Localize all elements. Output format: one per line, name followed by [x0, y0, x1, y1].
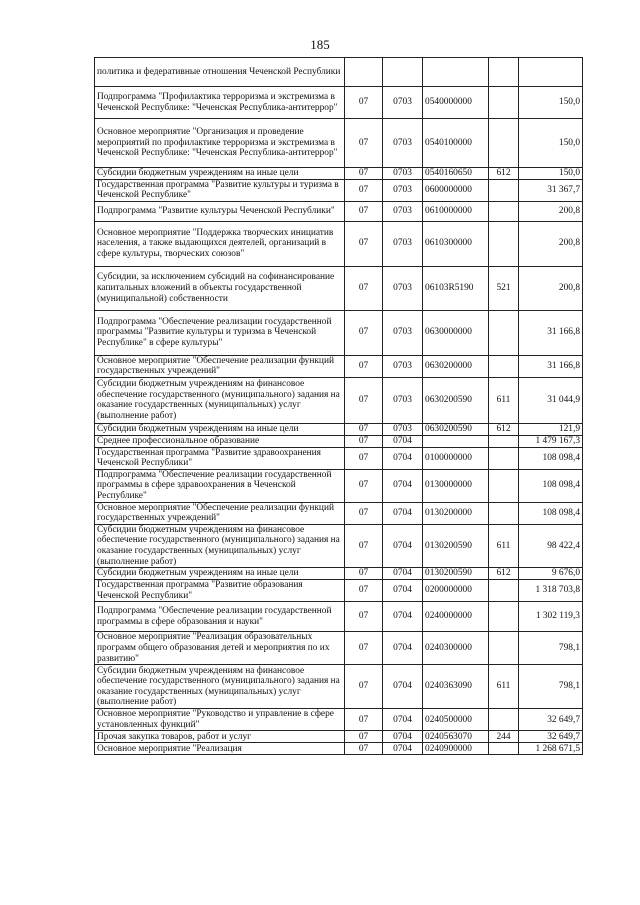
row-subsection-code: 0703 [383, 87, 423, 119]
row-expense-type [489, 119, 519, 168]
table-row [95, 168, 583, 180]
row-expense-type [489, 447, 519, 469]
table-row [95, 709, 583, 731]
row-amount: 108 098,4 [519, 447, 583, 469]
row-target-article [423, 58, 489, 87]
row-amount: 31 044,9 [519, 377, 583, 423]
row-target-article: 0630200590 [423, 377, 489, 423]
row-expense-type: 521 [489, 266, 519, 310]
row-section-code [345, 58, 383, 87]
row-target-article: 0240300000 [423, 632, 489, 665]
row-expense-type [489, 221, 519, 266]
row-subsection-code: 0704 [383, 665, 423, 709]
row-expense-type: 244 [489, 731, 519, 743]
row-amount: 32 649,7 [519, 731, 583, 743]
row-target-article: 0130200590 [423, 524, 489, 567]
row-name: политика и федеративные отношения Чеченской Республики [95, 58, 345, 87]
row-target-article [423, 435, 489, 447]
row-expense-type: 611 [489, 377, 519, 423]
table-row [95, 580, 583, 602]
table-row [95, 447, 583, 469]
table-row [95, 58, 583, 87]
row-name: Субсидии бюджетным учреждениям на иные цели [95, 168, 345, 180]
row-subsection-code: 0703 [383, 168, 423, 180]
row-section-code: 07 [345, 709, 383, 731]
row-subsection-code: 0704 [383, 632, 423, 665]
row-expense-type [489, 87, 519, 119]
row-subsection-code: 0704 [383, 709, 423, 731]
row-expense-type: 611 [489, 524, 519, 567]
row-amount: 798,1 [519, 632, 583, 665]
row-subsection-code: 0704 [383, 469, 423, 502]
row-section-code: 07 [345, 665, 383, 709]
row-section-code: 07 [345, 201, 383, 221]
row-subsection-code: 0703 [383, 266, 423, 310]
table-row [95, 119, 583, 168]
row-name: Основное мероприятие "Реализация образовательных программ общего образования детей и мероприятия по их развитию" [95, 632, 345, 665]
row-expense-type [489, 469, 519, 502]
row-name: Прочая закупка товаров, работ и услуг [95, 731, 345, 743]
row-section-code: 07 [345, 423, 383, 435]
row-target-article: 0130200590 [423, 568, 489, 580]
table-row [95, 423, 583, 435]
row-subsection-code: 0703 [383, 119, 423, 168]
row-expense-type [489, 201, 519, 221]
row-section-code: 07 [345, 355, 383, 377]
row-amount: 1 318 703,8 [519, 580, 583, 602]
row-target-article: 0240363090 [423, 665, 489, 709]
row-name: Субсидии бюджетным учреждениям на финансовое обеспечение государственного (муниципального) задания на оказание государственных (муниципальных) услуг (выполнение работ) [95, 524, 345, 567]
table-row [95, 602, 583, 632]
row-section-code: 07 [345, 435, 383, 447]
row-name: Среднее профессиональное образование [95, 435, 345, 447]
row-section-code: 07 [345, 377, 383, 423]
row-section-code: 07 [345, 524, 383, 567]
row-target-article: 0630200590 [423, 423, 489, 435]
row-target-article: 0240000000 [423, 602, 489, 632]
row-expense-type [489, 632, 519, 665]
row-expense-type [489, 502, 519, 524]
row-section-code: 07 [345, 119, 383, 168]
row-section-code: 07 [345, 447, 383, 469]
row-subsection-code: 0703 [383, 423, 423, 435]
row-target-article: 0610000000 [423, 201, 489, 221]
table-row [95, 731, 583, 743]
row-target-article: 0240900000 [423, 743, 489, 755]
table-row [95, 221, 583, 266]
table-row [95, 435, 583, 447]
row-expense-type [489, 435, 519, 447]
row-amount: 150,0 [519, 168, 583, 180]
row-amount: 1 268 671,5 [519, 743, 583, 755]
row-amount: 200,8 [519, 266, 583, 310]
row-target-article: 0610300000 [423, 221, 489, 266]
row-subsection-code: 0704 [383, 580, 423, 602]
row-name: Основное мероприятие "Обеспечение реализации функций государственных учреждений" [95, 502, 345, 524]
row-amount: 1 302 119,3 [519, 602, 583, 632]
row-section-code: 07 [345, 179, 383, 201]
row-amount [519, 58, 583, 87]
table-row [95, 524, 583, 567]
row-name: Государственная программа "Развитие здравоохранения Чеченской Республики" [95, 447, 345, 469]
row-section-code: 07 [345, 87, 383, 119]
row-name: Подпрограмма "Обеспечение реализации государственной программы "Развитие культуры и туризма в Чеченской Республике" в сфере культуры" [95, 310, 345, 355]
row-name: Субсидии бюджетным учреждениям на финансовое обеспечение государственного (муниципального) задания на оказание государственных (муниципальных) услуг (выполнение работ) [95, 377, 345, 423]
row-amount: 108 098,4 [519, 469, 583, 502]
table-row [95, 632, 583, 665]
row-target-article: 0600000000 [423, 179, 489, 201]
row-expense-type [489, 58, 519, 87]
row-target-article: 06103R5190 [423, 266, 489, 310]
row-name: Подпрограмма "Обеспечение реализации государственной программы в сфере здравоохранения в Чеченской Республике" [95, 469, 345, 502]
row-amount: 98 422,4 [519, 524, 583, 567]
row-target-article: 0630200000 [423, 355, 489, 377]
row-subsection-code: 0703 [383, 355, 423, 377]
row-section-code: 07 [345, 602, 383, 632]
row-name: Субсидии бюджетным учреждениям на иные цели [95, 568, 345, 580]
row-subsection-code: 0704 [383, 731, 423, 743]
row-amount: 150,0 [519, 119, 583, 168]
row-target-article: 0130000000 [423, 469, 489, 502]
row-amount: 1 479 167,3 [519, 435, 583, 447]
row-subsection-code: 0704 [383, 435, 423, 447]
row-subsection-code: 0703 [383, 179, 423, 201]
row-amount: 31 166,8 [519, 310, 583, 355]
row-expense-type [489, 355, 519, 377]
page-number: 185 [310, 37, 330, 52]
row-expense-type [489, 580, 519, 602]
row-subsection-code: 0704 [383, 524, 423, 567]
row-section-code: 07 [345, 221, 383, 266]
row-name: Основное мероприятие "Обеспечение реализации функций государственных учреждений" [95, 355, 345, 377]
row-section-code: 07 [345, 580, 383, 602]
row-section-code: 07 [345, 568, 383, 580]
table-row [95, 310, 583, 355]
row-amount: 798,1 [519, 665, 583, 709]
row-target-article: 0540100000 [423, 119, 489, 168]
row-amount: 200,8 [519, 221, 583, 266]
row-name: Субсидии, за исключением субсидий на софинансирование капитальных вложений в объекты государственной (муниципальной) собственности [95, 266, 345, 310]
table-row [95, 87, 583, 119]
row-subsection-code: 0704 [383, 502, 423, 524]
row-name: Подпрограмма "Обеспечение реализации государственной программы в сфере образования и науки" [95, 602, 345, 632]
row-section-code: 07 [345, 266, 383, 310]
row-amount: 32 649,7 [519, 709, 583, 731]
row-subsection-code: 0704 [383, 568, 423, 580]
row-name: Подпрограмма "Развитие культуры Чеченской Республики" [95, 201, 345, 221]
table-row [95, 179, 583, 201]
row-section-code: 07 [345, 743, 383, 755]
row-expense-type: 612 [489, 423, 519, 435]
row-name: Государственная программа "Развитие культуры и туризма в Чеченской Республике" [95, 179, 345, 201]
row-subsection-code: 0703 [383, 310, 423, 355]
row-target-article: 0100000000 [423, 447, 489, 469]
row-target-article: 0540000000 [423, 87, 489, 119]
table-row [95, 568, 583, 580]
row-section-code: 07 [345, 168, 383, 180]
row-name: Основное мероприятие "Реализация [95, 743, 345, 755]
row-amount: 108 098,4 [519, 502, 583, 524]
table-row [95, 377, 583, 423]
row-expense-type [489, 709, 519, 731]
table-row [95, 355, 583, 377]
row-section-code: 07 [345, 731, 383, 743]
row-target-article: 0130200000 [423, 502, 489, 524]
row-target-article: 0240500000 [423, 709, 489, 731]
row-subsection-code: 0704 [383, 447, 423, 469]
row-expense-type [489, 179, 519, 201]
row-subsection-code [383, 58, 423, 87]
row-target-article: 0540160650 [423, 168, 489, 180]
row-section-code: 07 [345, 469, 383, 502]
row-expense-type: 612 [489, 168, 519, 180]
table-row [95, 201, 583, 221]
row-name: Субсидии бюджетным учреждениям на иные цели [95, 423, 345, 435]
budget-table [94, 57, 583, 755]
row-amount: 200,8 [519, 201, 583, 221]
row-amount: 31 367,7 [519, 179, 583, 201]
row-expense-type: 612 [489, 568, 519, 580]
row-name: Основное мероприятие "Поддержка творческих инициатив населения, а также выдающихся деятелей, организаций в сфере культуры, творческих союзов" [95, 221, 345, 266]
row-amount: 121,9 [519, 423, 583, 435]
row-subsection-code: 0703 [383, 377, 423, 423]
table-row [95, 502, 583, 524]
row-section-code: 07 [345, 310, 383, 355]
row-expense-type [489, 602, 519, 632]
row-expense-type [489, 310, 519, 355]
row-expense-type [489, 743, 519, 755]
row-amount: 150,0 [519, 87, 583, 119]
table-row [95, 743, 583, 755]
row-name: Субсидии бюджетным учреждениям на финансовое обеспечение государственного (муниципального) задания на оказание государственных (муниципальных) услуг (выполнение работ) [95, 665, 345, 709]
row-name: Основное мероприятие "Руководство и управление в сфере установленных функций" [95, 709, 345, 731]
row-subsection-code: 0704 [383, 602, 423, 632]
row-amount: 9 676,0 [519, 568, 583, 580]
row-target-article: 0200000000 [423, 580, 489, 602]
row-subsection-code: 0703 [383, 221, 423, 266]
row-subsection-code: 0703 [383, 201, 423, 221]
row-expense-type: 611 [489, 665, 519, 709]
row-section-code: 07 [345, 632, 383, 665]
table-row [95, 266, 583, 310]
row-target-article: 0630000000 [423, 310, 489, 355]
row-section-code: 07 [345, 502, 383, 524]
row-name: Подпрограмма "Профилактика терроризма и экстремизма в Чеченской Республике: "Чеченская Республика-антитеррор" [95, 87, 345, 119]
row-name: Основное мероприятие "Организация и проведение мероприятий по профилактике терроризма и экстремизма в Чеченской Республике: "Чеченская Республика-антитеррор" [95, 119, 345, 168]
row-name: Государственная программа "Развитие образования Чеченской Республики" [95, 580, 345, 602]
row-amount: 31 166,8 [519, 355, 583, 377]
table-row [95, 665, 583, 709]
table-row [95, 469, 583, 502]
row-target-article: 0240563070 [423, 731, 489, 743]
row-subsection-code: 0704 [383, 743, 423, 755]
